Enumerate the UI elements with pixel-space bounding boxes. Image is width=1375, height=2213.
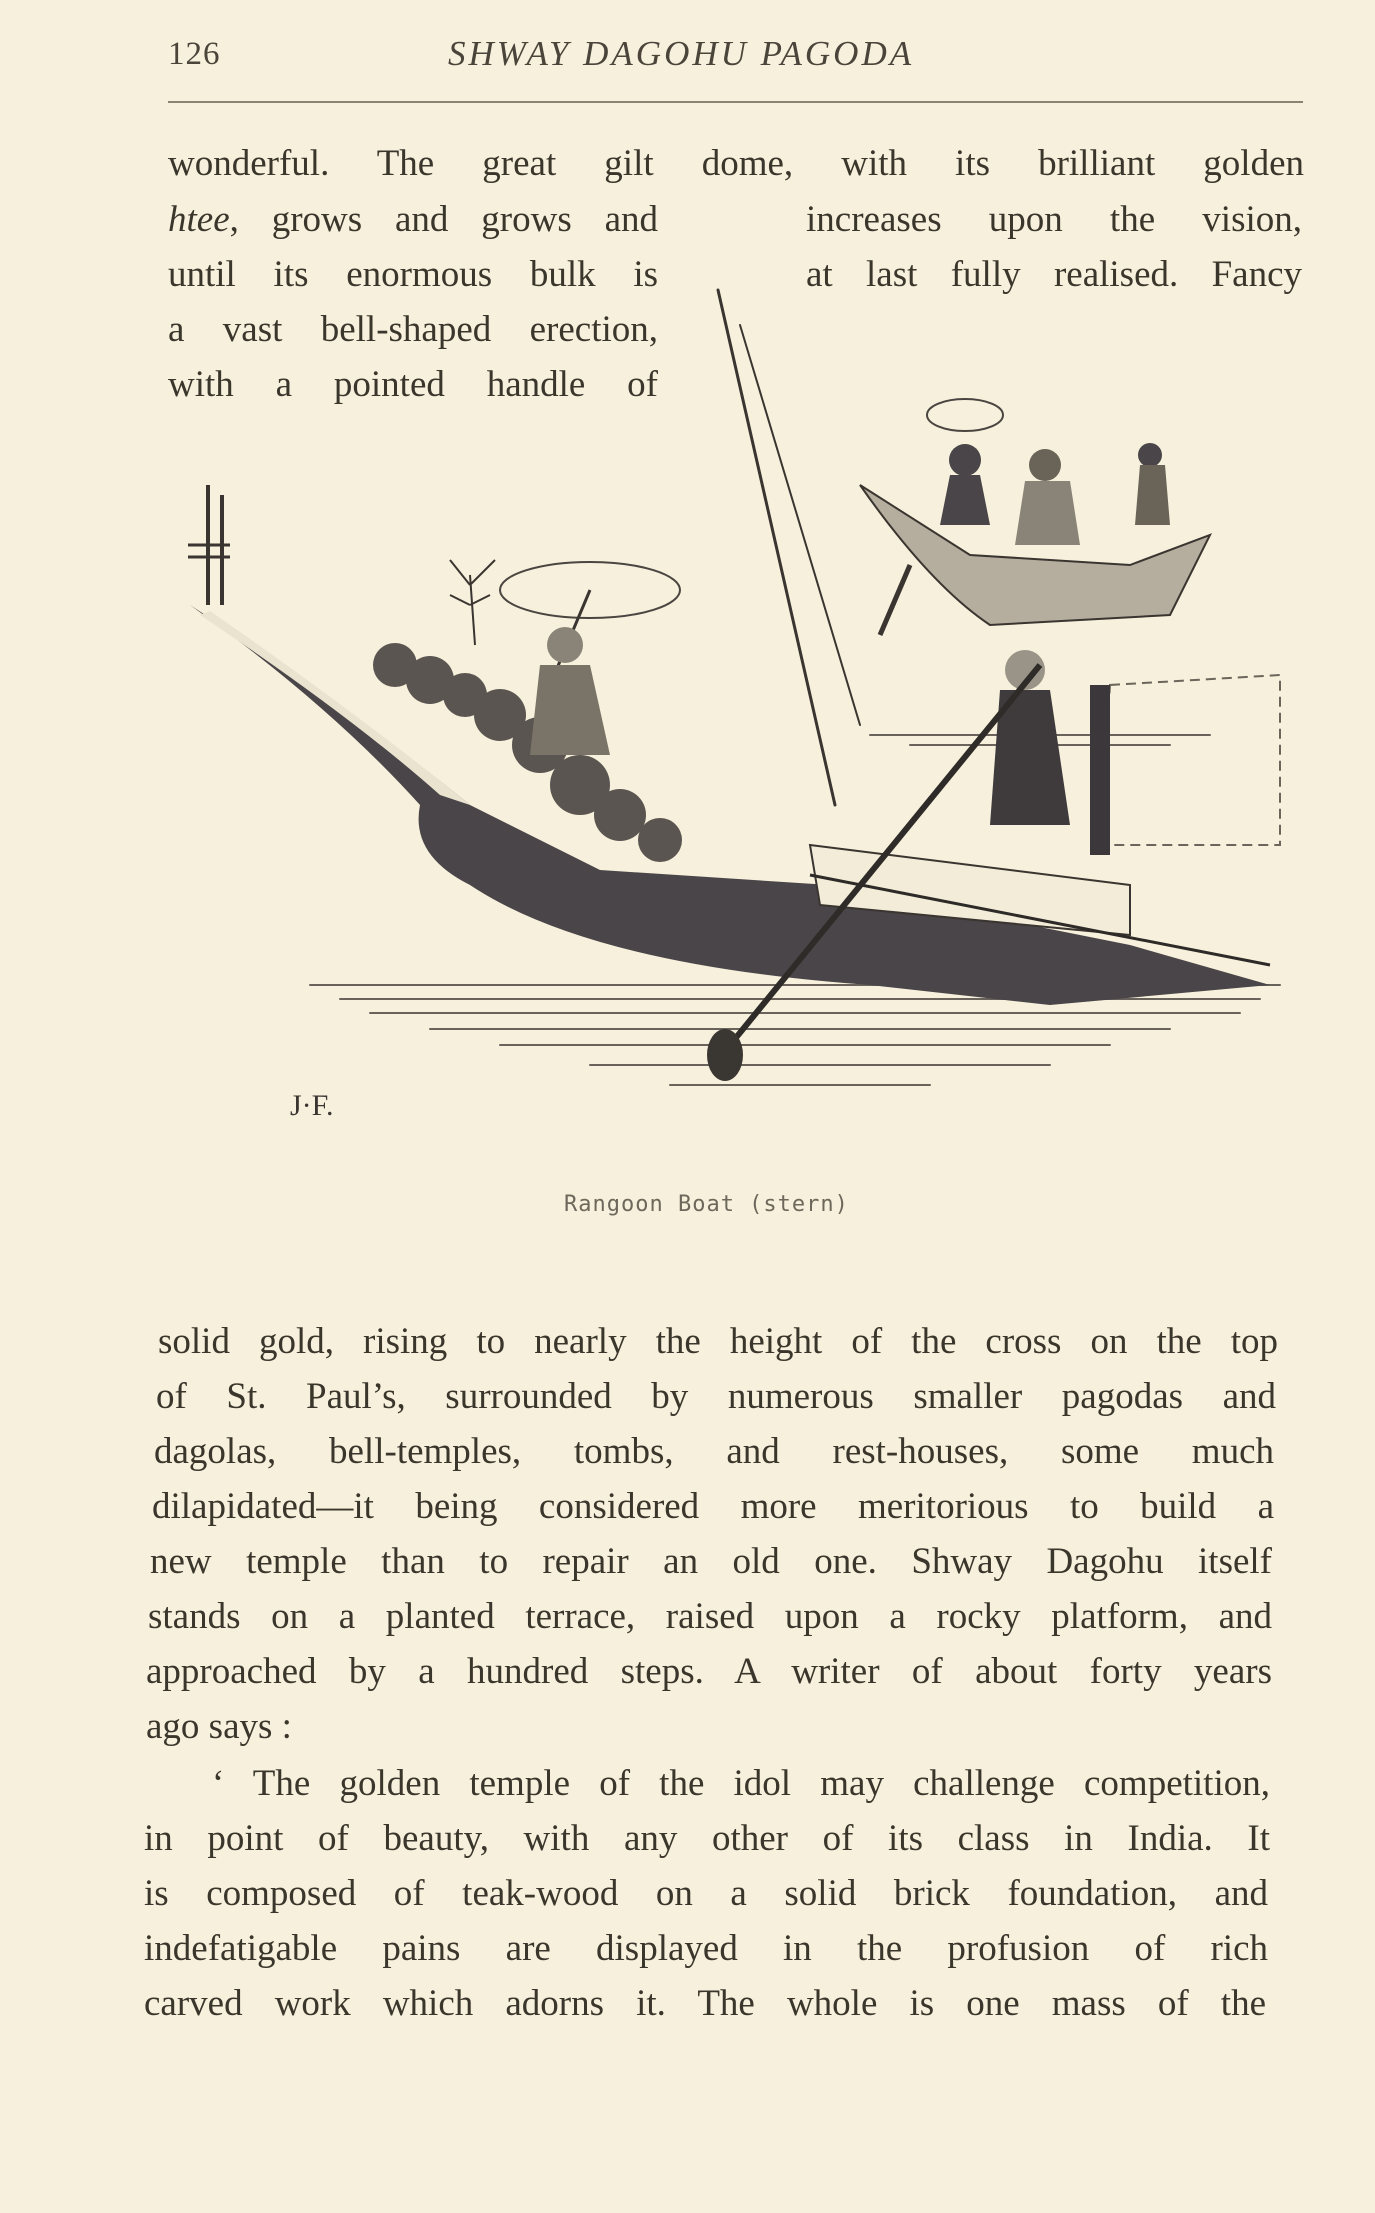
text-line-bottom-8: ago says :: [146, 1706, 292, 1747]
text-line-right-col-2: at last fully realised. Fancy: [806, 254, 1302, 295]
text-line-bottom-10: in point of beauty, with any other of its class in India. It: [144, 1818, 1270, 1859]
text-line-bottom-11: is composed of teak-wood on a solid brick foundation, and: [144, 1873, 1268, 1914]
text-line-top-full: wonderful. The great gilt dome, with its brilliant golden: [168, 143, 1304, 184]
running-title: SHWAY DAGOHU PAGODA: [448, 34, 915, 73]
text-line-bottom-4: dilapidated—it being considered more meritorious to build a: [152, 1486, 1274, 1527]
text-line-left-col-4: with a pointed handle of: [168, 364, 658, 405]
text-line-bottom-9: ‘ The golden temple of the idol may challenge competition,: [212, 1763, 1270, 1804]
text-line-left-col-1: [168, 201, 658, 238]
text-line-left-col-1-rest: , grows and grows and: [229, 199, 658, 240]
figure-caption: Rangoon Boat (stern): [564, 1192, 849, 1217]
text-line-bottom-1: solid gold, rising to nearly the height of the cross on the top: [158, 1321, 1278, 1362]
text-line-bottom-7: approached by a hundred steps. A writer of about forty years: [146, 1651, 1272, 1692]
header-rule: [168, 101, 1303, 103]
rangoon-boat-illustration: [170, 285, 1290, 1165]
text-line-bottom-6: stands on a planted terrace, raised upon a rocky platform, and: [148, 1596, 1272, 1637]
text-line-left-col-3: a vast bell-shaped erection,: [168, 309, 658, 350]
italic-word-htee: htee: [168, 199, 230, 240]
illustrator-monogram: J·F.: [290, 1089, 334, 1122]
text-line-bottom-13: carved work which adorns it. The whole is one mass of the: [144, 1983, 1266, 2024]
text-line-bottom-12: indefatigable pains are displayed in the profusion of rich: [144, 1928, 1268, 1969]
text-line-right-col-1: increases upon the vision,: [806, 199, 1302, 240]
text-line-bottom-3: dagolas, bell-temples, tombs, and rest-houses, some much: [154, 1431, 1274, 1472]
text-line-bottom-2: of St. Paul’s, surrounded by numerous smaller pagodas and: [156, 1376, 1276, 1417]
page-number: 126: [168, 36, 221, 72]
text-line-left-col-2: until its enormous bulk is: [168, 254, 658, 295]
text-line-bottom-5: new temple than to repair an old one. Shway Dagohu itself: [150, 1541, 1272, 1582]
